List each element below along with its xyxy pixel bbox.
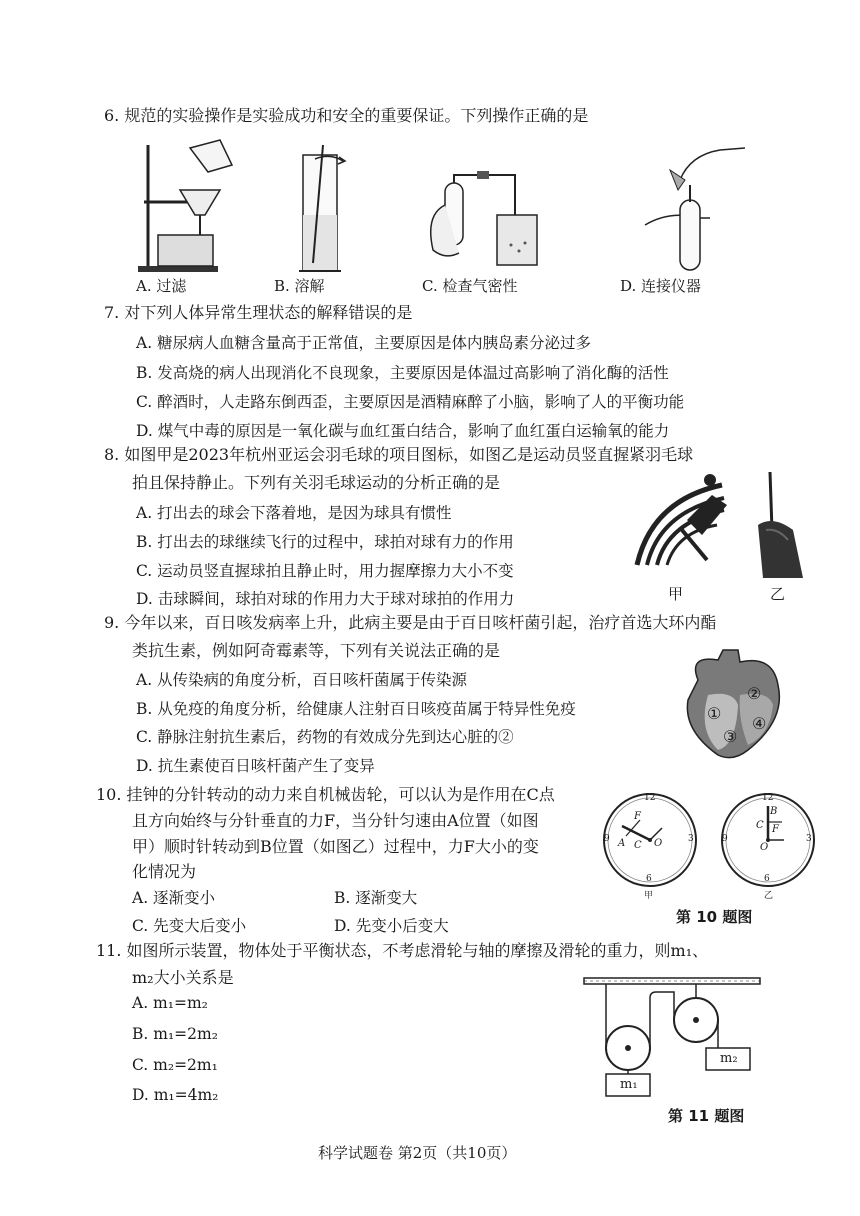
q8-fig-label-jia: 甲 xyxy=(668,585,684,603)
clock-yi-num-6: 6 xyxy=(764,874,770,884)
q6-label-d: D. 连接仪器 xyxy=(620,277,702,295)
clock-yi-label-f: F xyxy=(772,824,779,835)
q10-option-d: D. 先变小后变大 xyxy=(334,917,449,935)
clock-yi-label-b: B xyxy=(770,806,778,817)
q10-option-c: C. 先变大后变小 xyxy=(132,917,247,935)
badminton-pictogram-image xyxy=(632,470,737,570)
clock-jia-num-6: 6 xyxy=(646,874,652,884)
page-footer: 科学试题卷 第2页（共10页） xyxy=(318,1144,517,1162)
q8-stem-line1: 8. 如图甲是2023年杭州亚运会羽毛球的项目图标，如图乙是运动员竖直握紧羽毛球 xyxy=(104,445,694,464)
clock-jia-num-9: 9 xyxy=(604,834,610,844)
q11-option-d: D. m₁=4m₂ xyxy=(132,1086,219,1104)
clock-yi-num-12: 12 xyxy=(762,793,774,803)
heart-diagram-image xyxy=(678,650,788,765)
clock-jia-label-f: F xyxy=(634,811,641,822)
q8-option-d: D. 击球瞬间，球拍对球的作用力大于球对球拍的作用力 xyxy=(136,590,515,608)
q10-stem-line4: 化情况为 xyxy=(132,862,197,881)
clock-yi-num-9: 9 xyxy=(722,834,728,844)
q8-stem-line2: 拍且保持静止。下列有关羽毛球运动的分析正确的是 xyxy=(132,473,501,492)
hand-holding-racket-image xyxy=(748,470,818,580)
pulley-system-image xyxy=(584,978,760,1098)
q10-stem-line2: 且方向始终与分针垂直的力F，当分针匀速由A位置（如图 xyxy=(132,811,539,830)
q6-stem: 6. 规范的实验操作是实验成功和安全的重要保证。下列操作正确的是 xyxy=(104,106,589,125)
filtration-apparatus-image xyxy=(120,140,250,275)
q11-option-c: C. m₂=2m₁ xyxy=(132,1056,218,1074)
q7-option-a: A. 糖尿病人血糖含量高于正常值，主要原因是体内胰岛素分泌过多 xyxy=(136,334,592,352)
q7-stem: 7. 对下列人体异常生理状态的解释错误的是 xyxy=(104,303,413,322)
mass-m1-label: m₁ xyxy=(620,1077,638,1092)
q11-stem-line1: 11. 如图所示装置，物体处于平衡状态，不考虑滑轮与轴的摩擦及滑轮的重力，则m₁、 xyxy=(96,941,709,960)
heart-mark-4: ④ xyxy=(752,714,767,733)
clock-yi-label-c: C xyxy=(756,820,764,831)
clock-jia-label-c: C xyxy=(634,840,642,851)
q9-option-b: B. 从免疫的角度分析，给健康人注射百日咳疫苗属于特异性免疫 xyxy=(136,700,576,718)
q8-option-a: A. 打出去的球会下落着地，是因为球具有惯性 xyxy=(136,504,452,522)
clock-jia-num-12: 12 xyxy=(644,793,656,803)
q9-option-c: C. 静脉注射抗生素后，药物的有效成分先到达心脏的② xyxy=(136,728,514,746)
clock-jia-num-3: 3 xyxy=(688,834,694,844)
q8-option-c: C. 运动员竖直握球拍且静止时，用力握摩擦力大小不变 xyxy=(136,562,514,580)
q10-option-b: B. 逐渐变大 xyxy=(334,889,418,907)
q8-fig-label-yi: 乙 xyxy=(770,585,786,603)
q9-stem-line2: 类抗生素，例如阿奇霉素等，下列有关说法正确的是 xyxy=(132,641,501,660)
heart-mark-2: ② xyxy=(747,684,762,703)
clock-yi-sub-label: 乙 xyxy=(764,891,774,901)
q10-stem-line3: 甲）顺时针转动到B位置（如图乙）过程中，力F大小的变 xyxy=(132,837,539,856)
q7-option-b: B. 发高烧的病人出现消化不良现象，主要原因是体温过高影响了消化酶的活性 xyxy=(136,364,669,382)
mass-m2-label: m₂ xyxy=(720,1051,738,1066)
q11-stem-line2: m₂大小关系是 xyxy=(132,968,234,987)
clock-yi-label-o: O xyxy=(760,842,769,853)
heart-mark-1: ① xyxy=(707,704,722,723)
clock-jia-sub-label: 甲 xyxy=(644,891,654,901)
heart-mark-3: ③ xyxy=(723,727,738,746)
connecting-instruments-image xyxy=(640,140,750,275)
dissolving-cylinder-image xyxy=(285,145,365,275)
q6-label-b: B. 溶解 xyxy=(274,277,325,295)
q11-option-b: B. m₁=2m₂ xyxy=(132,1025,218,1043)
q8-option-b: B. 打出去的球继续飞行的过程中，球拍对球有力的作用 xyxy=(136,533,514,551)
q10-stem-line1: 10. 挂钟的分针转动的动力来自机械齿轮，可以认为是作用在C点 xyxy=(96,785,555,804)
q6-label-a: A. 过滤 xyxy=(136,277,187,295)
q9-option-d: D. 抗生素使百日咳杆菌产生了变异 xyxy=(136,757,375,775)
airtightness-check-image xyxy=(415,165,550,275)
q11-figure-caption: 第 11 题图 xyxy=(668,1107,745,1125)
q7-option-d: D. 煤气中毒的原因是一氧化碳与血红蛋白结合，影响了血红蛋白运输氧的能力 xyxy=(136,422,670,440)
q9-option-a: A. 从传染病的角度分析，百日咳杆菌属于传染源 xyxy=(136,671,468,689)
clock-jia-label-a: A xyxy=(618,838,626,849)
q10-figure-caption: 第 10 题图 xyxy=(676,908,753,926)
clock-yi-num-3: 3 xyxy=(806,834,812,844)
q9-stem-line1: 9. 今年以来，百日咳发病率上升，此病主要是由于百日咳杆菌引起，治疗首选大环内酯 xyxy=(104,613,717,632)
q6-label-c: C. 检查气密性 xyxy=(422,277,518,295)
q7-option-c: C. 醉酒时，人走路东倒西歪，主要原因是酒精麻醉了小脑，影响了人的平衡功能 xyxy=(136,393,685,411)
q10-option-a: A. 逐渐变小 xyxy=(132,889,216,907)
q11-option-a: A. m₁=m₂ xyxy=(132,994,208,1012)
clock-jia-label-o: O xyxy=(654,838,663,849)
